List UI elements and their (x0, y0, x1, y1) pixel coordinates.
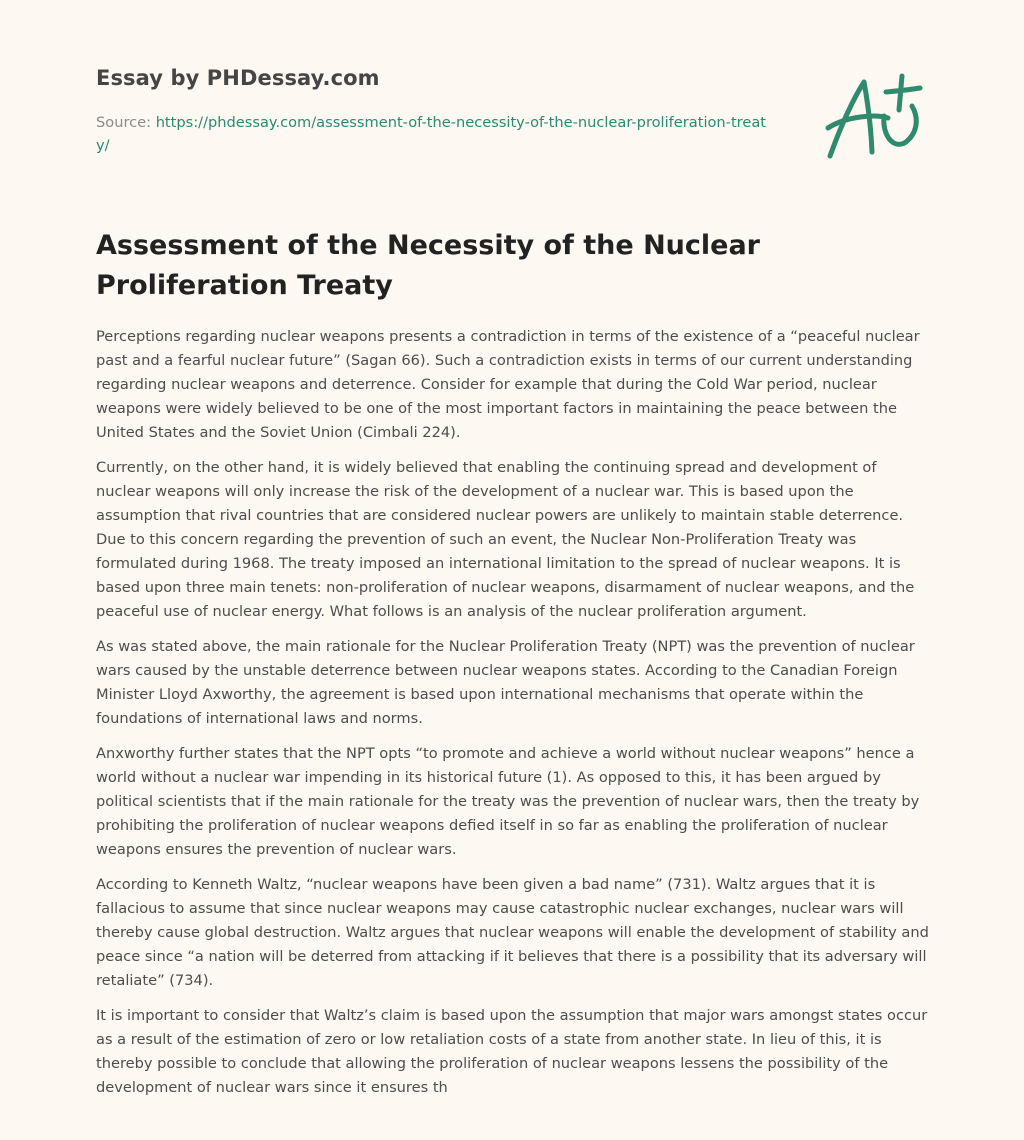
essay-paragraph: Anxworthy further states that the NPT opts “to promote and achieve a world without nuclear weapons” hence a world without a nuclear war impending in its historical future (1). As opposed to this, it has been argued by political scientists that if the main rationale for the treaty was the prevention of nuclear wars, then the treaty by prohibiting the proliferation of nuclear weapons defied itself in so far as enabling the proliferation of nuclear weapons ensures the prevention of nuclear wars. (96, 745, 920, 858)
essay-paragraph: Currently, on the other hand, it is widely believed that enabling the continuing spread and development of nuclear weapons will only increase the risk of the development of a nuclear war. This is based upon the assumption that rival countries that are considered nuclear powers are unlikely to maintain stable deterrence. Due to this concern regarding the prevention of such an event, the Nuclear Non-Proliferation Treaty was formulated during 1968. The treaty imposed an international limitation to the spread of nuclear weapons. It is based upon three main tenets: non-proliferation of nuclear weapons, disarmament of nuclear weapons, and the peaceful use of nuclear energy. What follows is an analysis of the nuclear proliferation argument. (96, 459, 915, 620)
source-line (96, 111, 776, 157)
source-link[interactable]: https://phdessay.com/assessment-of-the-necessity-of-the-nuclear-proliferation-treaty/ (96, 114, 766, 154)
site-title: Essay by PHDessay.com (96, 66, 380, 90)
essay-paragraph: As was stated above, the main rationale for the Nuclear Proliferation Treaty (NPT) was the prevention of nuclear wars caused by the unstable deterrence between nuclear weapons states. According to the Canadian Foreign Minister Lloyd Axworthy, the agreement is based upon international mechanisms that operate within the foundations of international laws and norms. (96, 638, 915, 727)
source-label: Source: (96, 114, 152, 131)
essay-paragraph: According to Kenneth Waltz, “nuclear weapons have been given a bad name” (731). Waltz argues that it is fallacious to assume that since nuclear weapons may cause catastrophic nuclear exchanges, nuclear wars will thereby cause global destruction. Waltz argues that nuclear weapons will enable the development of stability and peace since “a nation will be deterred from attacking if it believes that there is a possibility that its adversary will retaliate” (734). (96, 876, 929, 989)
a-plus-grade-logo-icon (824, 70, 928, 164)
essay-paragraph: It is important to consider that Waltz’s claim is based upon the assumption that major wars amongst states occur as a result of the estimation of zero or low retaliation costs of a state from another state. In lieu of this, it is thereby possible to conclude that allowing the proliferation of nuclear weapons lessens the possibility of the development of nuclear wars since it ensures th (96, 1007, 928, 1096)
essay-body (96, 325, 932, 1111)
essay-title: Assessment of the Necessity of the Nuclear Proliferation Treaty (96, 230, 760, 301)
essay-paragraph: Perceptions regarding nuclear weapons presents a contradiction in terms of the existence of a “peaceful nuclear past and a fearful nuclear future” (Sagan 66). Such a contradiction exists in terms of our current understanding regarding nuclear weapons and deterrence. Consider for example that during the Cold War period, nuclear weapons were widely believed to be one of the most important factors in maintaining the peace between the United States and the Soviet Union (Cimbali 224). (96, 328, 920, 441)
